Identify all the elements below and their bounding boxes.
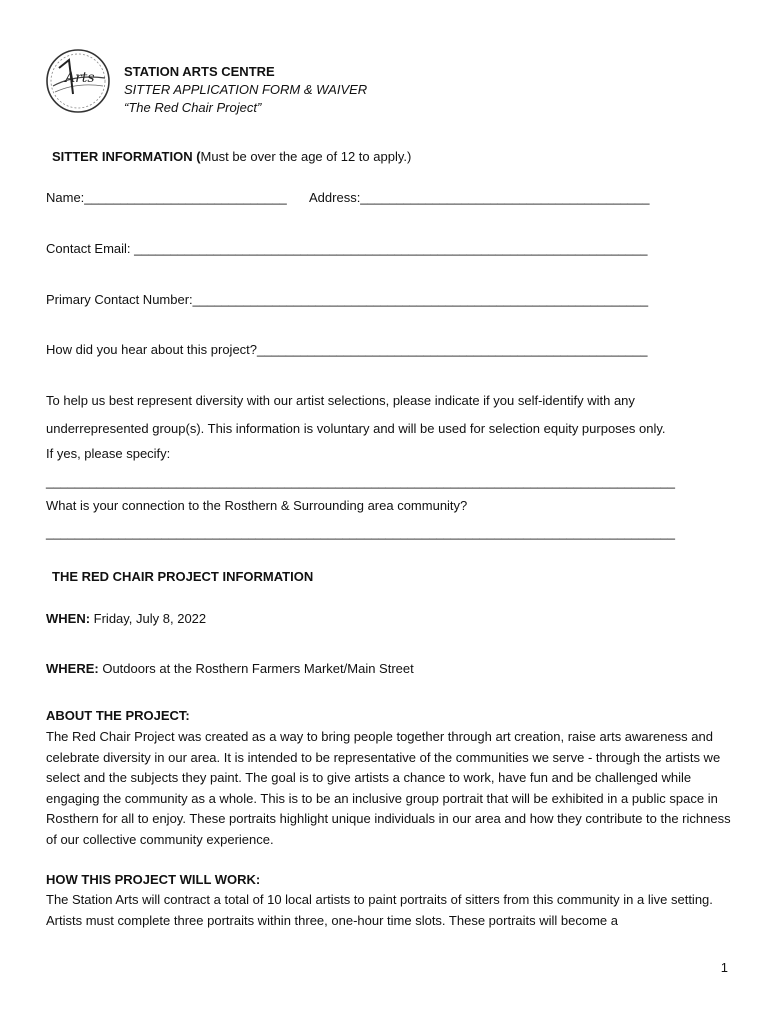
when-row <box>46 611 206 626</box>
project-title: “The Red Chair Project” <box>124 100 262 115</box>
diversity-text-line3: If yes, please specify: <box>46 446 171 461</box>
how-did-you-hear-field[interactable]: How did you hear about this project?______________________________________________________ <box>46 342 648 357</box>
about-paragraph: The Red Chair Project was created as a way to bring people together through art creation, raise arts awareness and celebrate diversity in our area. It is intended to be representative of the communities we serve - through the artists we select and the subjects they paint. The goal is to give artists a chance to work, have fun and be challenged while engaging the community as a whole. This is to be an inclusive group portrait that will be exhibited in a public space in Rosthern for all to enjoy. These portraits highlight unique individuals in our area and how they contribute to the richness of our collective community experience. <box>46 729 731 847</box>
logo-text: Arts <box>65 70 95 86</box>
primary-contact-number-field[interactable]: Primary Contact Number:_______________________________________________________________ <box>46 292 649 307</box>
where-row <box>46 661 414 676</box>
where-value: Outdoors at the Rosthern Farmers Market/Main Street <box>98 661 414 676</box>
connection-question: What is your connection to the Rosthern & Surrounding area community? <box>46 498 468 513</box>
how-paragraph: The Station Arts will contract a total of 10 local artists to paint portraits of sitters from this community in a live setting. Artists must complete three portraits within three, one-hour time slots. These portraits will become a <box>46 892 713 928</box>
project-info-heading: THE RED CHAIR PROJECT INFORMATION <box>52 569 314 584</box>
name-field[interactable]: Name:____________________________ <box>46 190 287 205</box>
form-title: SITTER APPLICATION FORM & WAIVER <box>124 82 368 97</box>
page-number: 1 <box>720 960 728 975</box>
org-name: STATION ARTS CENTRE <box>124 64 275 79</box>
sitter-info-heading <box>52 149 411 164</box>
diversity-text-line1: To help us best represent diversity with our artist selections, please indicate if you self-identify with any <box>46 393 635 408</box>
when-label: WHEN: <box>46 611 91 626</box>
address-field[interactable]: Address:________________________________________ <box>309 190 650 205</box>
how-heading: HOW THIS PROJECT WILL WORK: <box>46 872 261 887</box>
where-label: WHERE: <box>46 661 99 676</box>
about-heading: ABOUT THE PROJECT: <box>46 708 190 723</box>
station-arts-logo <box>45 48 111 114</box>
when-value: Friday, July 8, 2022 <box>90 611 207 626</box>
diversity-specify-field[interactable]: _______________________________________________________________________________________ <box>46 474 676 489</box>
contact-email-field[interactable]: Contact Email: _______________________________________________________________________ <box>46 241 648 256</box>
diversity-text-line2: underrepresented group(s). This information is voluntary and will be used for selection equity purposes only. <box>46 421 666 436</box>
connection-answer-field[interactable]: _______________________________________________________________________________________ <box>46 525 676 540</box>
sitter-info-heading-rest: Must be over the age of 12 to apply.) <box>200 149 412 164</box>
sitter-info-heading-bold: SITTER INFORMATION ( <box>52 149 201 164</box>
